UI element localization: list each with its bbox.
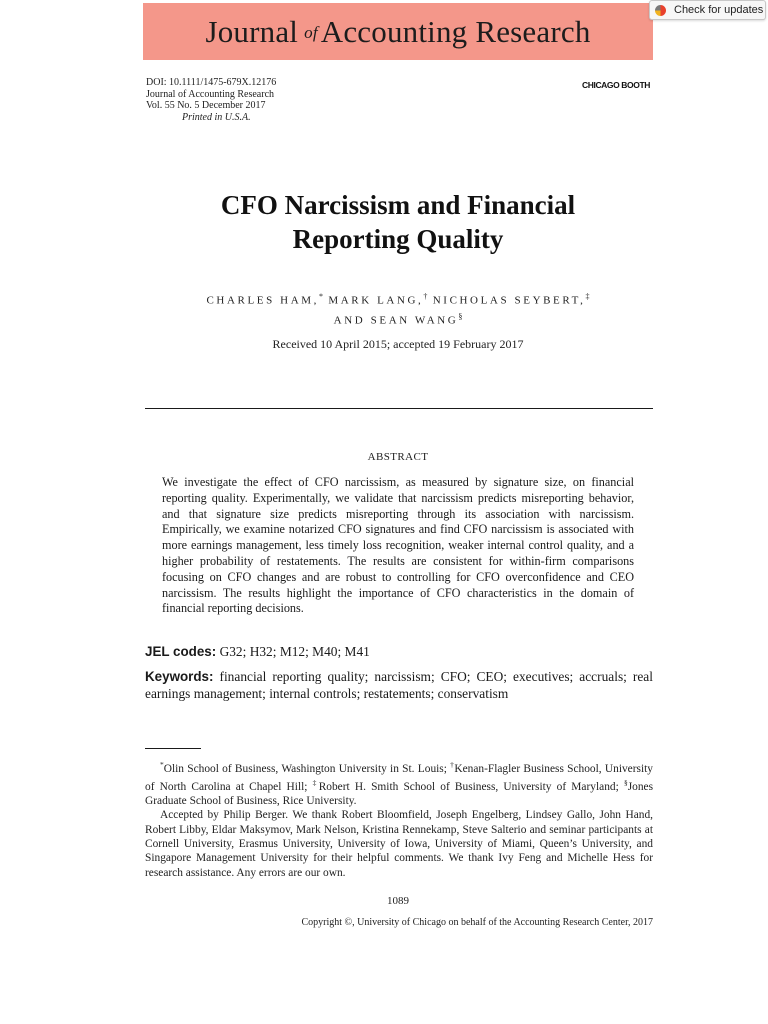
acknowledgements-footnote: Accepted by Philip Berger. We thank Robert Bloomfield, Joseph Engelberg, Lindsey Gallo, John Hand, Robert Libby, Eldar Maksymov, Mark Nelson, Kristina Rennekamp, Steve Salterio and seminar participants at Cornell University, Erasmus University, University of Iowa, University of Miami, Queen’s University, and Singapore Management University for their helpful comments. We thank Ivy Feng and Michelle Hess for research assistance. Any errors are our own. bbox=[145, 809, 653, 879]
footnotes bbox=[145, 758, 653, 880]
printed-line: Printed in U.S.A. bbox=[182, 111, 251, 123]
author-2: MARK LANG, bbox=[328, 294, 424, 307]
check-for-updates-button[interactable] bbox=[649, 0, 766, 20]
copyright-notice: Copyright ©, University of Chicago on behalf of the Accounting Research Center, 2017 bbox=[301, 917, 653, 928]
page-number: 1089 bbox=[387, 895, 409, 907]
jel-values: G32; H32; M12; M40; M41 bbox=[219, 644, 370, 659]
title-line-2: Reporting Quality bbox=[292, 224, 504, 254]
author-2-mark: † bbox=[423, 292, 428, 301]
doi: DOI: 10.1111/1475-679X.12176 bbox=[146, 77, 277, 88]
volume-line: Vol. 55 No. 5 December 2017 bbox=[146, 100, 266, 111]
received-dates: Received 10 April 2015; accepted 19 February 2017 bbox=[272, 337, 524, 351]
journal-banner bbox=[143, 3, 653, 60]
title-line-1: CFO Narcissism and Financial bbox=[220, 190, 576, 220]
publisher-logo bbox=[582, 79, 653, 91]
abstract-text: We investigate the effect of CFO narcissism, as measured by signature size, on financial reporting quality. Experimentally, we validate that narcissism predicts misreporting behavior, and that signature size predicts misreporting through its association with narcissism. Empirically, we examine notarized CFO signatures and find CFO narcissism is associated with more earnings management, less timely loss recognition, weaker internal control quality, and a higher probability of restatements. The results are consistent for within-firm comparisons focusing on CFO changes and are robust to controlling for CFO overconfidence and CEO narcissism. The results highlight the importance of CFO characteristics in the domain of financial reporting decisions. bbox=[162, 475, 634, 616]
journal-name-part1: Journal bbox=[205, 13, 299, 49]
check-for-updates-label: Check for updates bbox=[674, 4, 764, 16]
check-updates-icon bbox=[655, 5, 666, 16]
footnote-divider bbox=[145, 748, 201, 749]
author-1-mark: * bbox=[318, 292, 323, 301]
keywords-values: financial reporting quality; narcissism; CFO; CEO; executives; accruals; real earnings management; internal controls; restatements; conservatism bbox=[145, 669, 653, 701]
publisher-logo-text: CHICAGO BOOTH bbox=[582, 80, 650, 90]
author-4: AND SEAN WANG bbox=[333, 314, 459, 327]
section-divider bbox=[145, 408, 653, 409]
keywords bbox=[145, 668, 653, 702]
author-3: NICHOLAS SEYBERT, bbox=[432, 294, 586, 307]
author-1: CHARLES HAM, bbox=[206, 294, 319, 307]
keywords-label: Keywords: bbox=[145, 669, 214, 684]
abstract-heading: ABSTRACT bbox=[367, 451, 429, 463]
jel-label: JEL codes: bbox=[145, 644, 217, 659]
author-3-mark: ‡ bbox=[585, 292, 590, 301]
journal-line: Journal of Accounting Research bbox=[146, 88, 275, 100]
affiliations-footnote: *Olin School of Business, Washington University in St. Louis; †Kenan-Flagler Business School, University of North Carolina at Chapel Hill; ‡Robert H. Smith School of Business, University of Maryland; §Jones Graduate School of Business, Rice University. bbox=[145, 760, 653, 808]
journal-name-part2: Accounting Research bbox=[320, 13, 591, 49]
article-meta bbox=[146, 77, 396, 123]
journal-name-of: of bbox=[304, 22, 318, 42]
author-4-mark: § bbox=[458, 311, 463, 321]
author-list bbox=[143, 289, 653, 328]
jel-codes bbox=[145, 643, 653, 660]
paper-title bbox=[143, 188, 653, 256]
